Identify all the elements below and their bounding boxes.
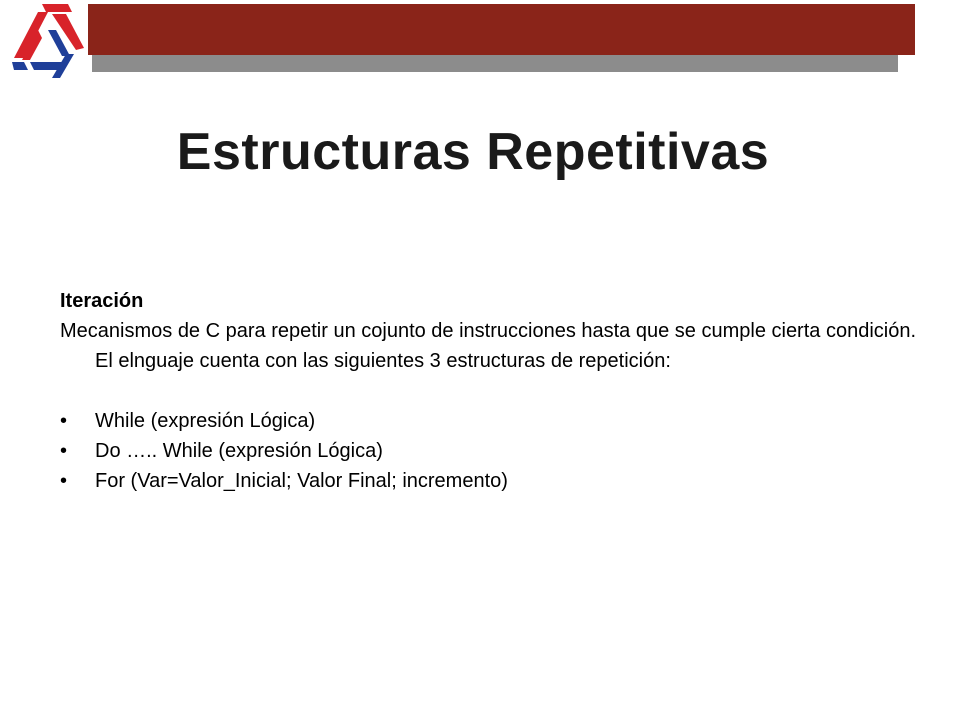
spacer (60, 376, 920, 406)
bullet-icon: • (60, 440, 68, 462)
slide-title: Estructuras Repetitivas (176, 123, 770, 181)
institution-triangle-logo-icon (8, 0, 88, 86)
list-item (60, 466, 920, 496)
list-item-text: Do ….. While (expresión Lógica) (95, 440, 383, 462)
list-item-text: While (expresión Lógica) (95, 410, 316, 432)
list-item (60, 436, 920, 466)
description-paragraph: Mecanismos de C para repetir un cojunto de instrucciones hasta que se cumple cierta condición. El elnguaje cuenta con las siguientes 3 estructuras de repetición: (60, 320, 917, 372)
list-item-text: For (Var=Valor_Inicial; Valor Final; incremento) (95, 470, 508, 492)
list-item (60, 406, 920, 436)
slide-body (60, 286, 920, 496)
header-bar (82, 4, 915, 55)
bullet-icon: • (60, 410, 68, 432)
section-heading: Iteración (60, 290, 144, 312)
bullet-icon: • (60, 470, 68, 492)
